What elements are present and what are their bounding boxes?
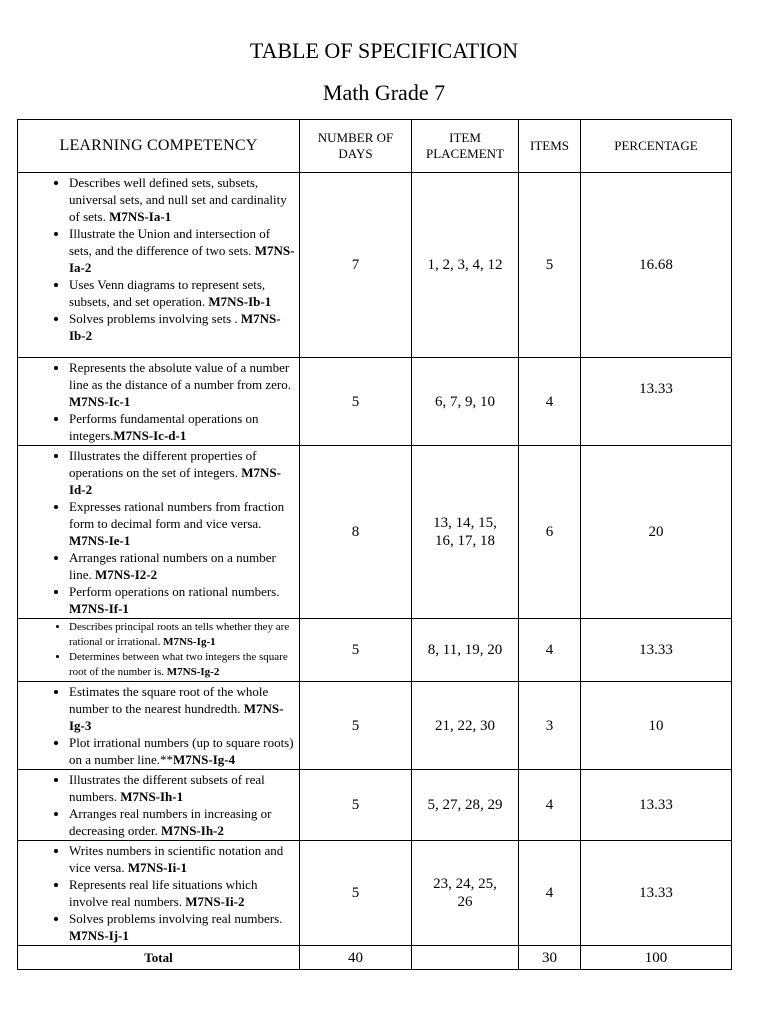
- competency-cell: [18, 173, 300, 358]
- total-days: 40: [300, 946, 412, 970]
- competency-item: • Represents real life situations which involve real numbers. M7NS-Ii-2: [69, 876, 295, 910]
- days-cell: 5: [300, 358, 412, 446]
- header-competency: LEARNING COMPETENCY: [18, 120, 300, 173]
- competency-item: • Performs fundamental operations on integers.M7NS-Ic-d-1: [69, 410, 295, 444]
- header-days: [300, 120, 412, 173]
- competency-cell: [18, 770, 300, 841]
- competency-cell: [18, 358, 300, 446]
- total-row: [18, 946, 732, 970]
- table-row: [18, 446, 732, 619]
- competency-cell: [18, 619, 300, 682]
- competency-item: • Plot irrational numbers (up to square roots) on a number line.**M7NS-Ig-4: [69, 734, 295, 768]
- placement-cell: 13, 14, 15, 16, 17, 18: [412, 446, 519, 619]
- total-items: 30: [519, 946, 581, 970]
- competency-list: [18, 683, 295, 768]
- items-cell: 4: [519, 358, 581, 446]
- percentage-cell: 13.33: [581, 770, 732, 841]
- days-cell: 5: [300, 619, 412, 682]
- table-row: [18, 841, 732, 946]
- header-placement-line1: ITEM: [449, 130, 481, 145]
- page-subtitle: Math Grade 7: [322, 80, 446, 105]
- items-cell: 6: [519, 446, 581, 619]
- competency-list: [18, 842, 295, 944]
- percentage-cell: 20: [581, 446, 732, 619]
- days-cell: 5: [300, 770, 412, 841]
- competency-cell: [18, 682, 300, 770]
- competency-item: • Arranges rational numbers on a number line. M7NS-I2-2: [69, 549, 295, 583]
- header-days-line1: NUMBER OF: [317, 130, 394, 145]
- table-row: [18, 358, 732, 446]
- table-row: [18, 770, 732, 841]
- days-cell: 5: [300, 841, 412, 946]
- specification-table: [17, 119, 732, 970]
- percentage-cell: 16.68: [581, 173, 732, 358]
- days-cell: 8: [300, 446, 412, 619]
- competency-item: • Describes principal roots an tells whether they are rational or irrational. M7NS-Ig-1: [69, 620, 295, 650]
- competency-item: • Perform operations on rational numbers. M7NS-If-1: [69, 583, 295, 617]
- competency-item: • Uses Venn diagrams to represent sets, subsets, and set operation. M7NS-Ib-1: [69, 276, 295, 310]
- header-row: [18, 120, 732, 173]
- header-items: ITEMS: [519, 120, 581, 173]
- days-cell: 5: [300, 682, 412, 770]
- placement-cell: 6, 7, 9, 10: [412, 358, 519, 446]
- table-row: [18, 682, 732, 770]
- total-percentage: 100: [581, 946, 732, 970]
- total-placement: [412, 946, 519, 970]
- competency-list: [18, 174, 295, 344]
- placement-cell: 23, 24, 25, 26: [412, 841, 519, 946]
- items-cell: 3: [519, 682, 581, 770]
- competency-item: • Expresses rational numbers from fraction form to decimal form and vice versa. M7NS-Ie-1: [69, 498, 295, 549]
- percentage-cell: 13.33: [581, 841, 732, 946]
- competency-item: • Describes well defined sets, subsets, universal sets, and null set and cardinality of sets. M7NS-Ia-1: [69, 174, 295, 225]
- percentage-cell: 13.33: [581, 358, 732, 446]
- competency-item: • Writes numbers in scientific notation and vice versa. M7NS-Ii-1: [69, 842, 295, 876]
- items-cell: 4: [519, 770, 581, 841]
- competency-list: [18, 447, 295, 617]
- competency-item: • Illustrate the Union and intersection of sets, and the difference of two sets. M7NS-Ia-2: [69, 225, 295, 276]
- competency-cell: [18, 446, 300, 619]
- competency-item: • Illustrates the different subsets of real numbers. M7NS-Ih-1: [69, 771, 295, 805]
- total-label: Total: [18, 946, 300, 970]
- competency-item: • Solves problems involving sets . M7NS-Ib-2: [69, 310, 295, 344]
- placement-cell: 1, 2, 3, 4, 12: [412, 173, 519, 358]
- header-placement-line2: PLACEMENT: [426, 146, 504, 161]
- table-row: [18, 619, 732, 682]
- competency-list: [18, 359, 295, 444]
- percentage-cell: 13.33: [581, 619, 732, 682]
- competency-list: [18, 771, 295, 839]
- page-title: TABLE OF SPECIFICATION: [249, 38, 519, 63]
- placement-cell: 8, 11, 19, 20: [412, 619, 519, 682]
- header-percentage: PERCENTAGE: [581, 120, 732, 173]
- header-placement: [412, 120, 519, 173]
- placement-cell: 21, 22, 30: [412, 682, 519, 770]
- competency-cell: [18, 841, 300, 946]
- placement-cell: 5, 27, 28, 29: [412, 770, 519, 841]
- competency-item: • Arranges real numbers in increasing or decreasing order. M7NS-Ih-2: [69, 805, 295, 839]
- items-cell: 4: [519, 619, 581, 682]
- competency-item: • Estimates the square root of the whole number to the nearest hundredth. M7NS-Ig-3: [69, 683, 295, 734]
- competency-item: • Illustrates the different properties of operations on the set of integers. M7NS-Id-2: [69, 447, 295, 498]
- days-cell: 7: [300, 173, 412, 358]
- header-days-line2: DAYS: [338, 146, 373, 161]
- competency-item: • Determines between what two integers the square root of the number is. M7NS-Ig-2: [69, 650, 295, 680]
- competency-item: • Represents the absolute value of a number line as the distance of a number from zero. M7NS-Ic-1: [69, 359, 295, 410]
- items-cell: 4: [519, 841, 581, 946]
- items-cell: 5: [519, 173, 581, 358]
- competency-list: [18, 620, 295, 680]
- competency-item: • Solves problems involving real numbers. M7NS-Ij-1: [69, 910, 295, 944]
- percentage-cell: 10: [581, 682, 732, 770]
- table-row: [18, 173, 732, 358]
